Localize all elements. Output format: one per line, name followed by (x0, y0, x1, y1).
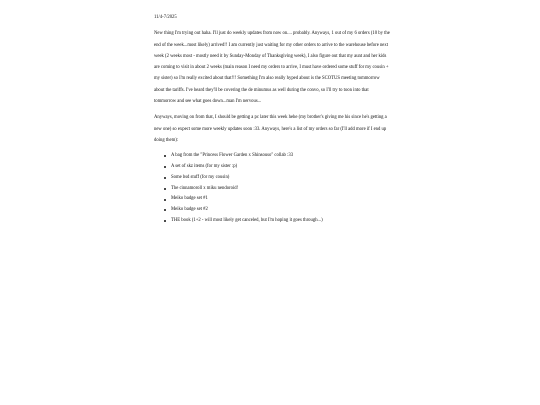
order-item-label: Some bsd stuff (for my cousin) (171, 174, 230, 180)
orders-list (154, 151, 390, 227)
blog-post (154, 12, 390, 227)
post-paragraph-2: Anyways, moving on from that, I should be getting a pc later this week hehe (my brother's giving me his since he's getting a new one) so expect some more weekly updates soon :33. Anyways, here's a list of my orders so far (I'll add more if I end up doing them): (154, 115, 387, 143)
bullet-icon (164, 188, 166, 190)
list-item (171, 162, 390, 173)
list-item (171, 194, 390, 205)
bullet-icon (164, 199, 166, 201)
order-item-label: THE book (1+2 - will most likely get canceled, but I'm hoping it goes through...) (171, 218, 323, 224)
list-item (171, 216, 390, 227)
list-item (171, 173, 390, 184)
order-item-label: Meiko badge set #1 (171, 196, 208, 202)
list-item (171, 184, 390, 195)
post-date: 11/4-7/2025 (154, 15, 177, 20)
bullet-icon (164, 209, 166, 211)
order-item-label: Meiko badge set #2 (171, 207, 208, 213)
post-paragraph-1: New thing I'm trying out haha. I'll just do weekly updates from now on.... probably. Anyways, 1 out of my 6 orders (10 by the end of the week...most likely) arrived!! I am currently just waiting for my other orders to arrive to the warehouse before next week (2 weeks most - mostly need it by Sunday-Monday of Thanksgiving week), I also figure out that my aunt and her kids are coming to visit in about 2 weeks (main reason I need my orders to arrive, I must have ordered some stuff for my cousin + my sister) so I'm really excited about that!!! Something I'm also really hyped about is the SCOTUS meeting tommorrow about the tariffs. I've heard they'll be covering the de minumus as well during the convo, so I'll try to toon into that tommorrow and see what goes down...man I'm nervous... (154, 31, 390, 105)
bullet-icon (164, 220, 166, 222)
order-item-label: The cinnamoroll x miku nendoroid! (171, 185, 239, 191)
list-item (171, 205, 390, 216)
bullet-icon (164, 155, 166, 157)
list-item (171, 151, 390, 162)
order-item-label: A bag from the "Princess Flower Garden x Shinsouso" collab :33 (171, 153, 294, 159)
bullet-icon (164, 166, 166, 168)
bullet-icon (164, 177, 166, 179)
order-item-label: A set of skz items (for my sister :p) (171, 164, 238, 170)
